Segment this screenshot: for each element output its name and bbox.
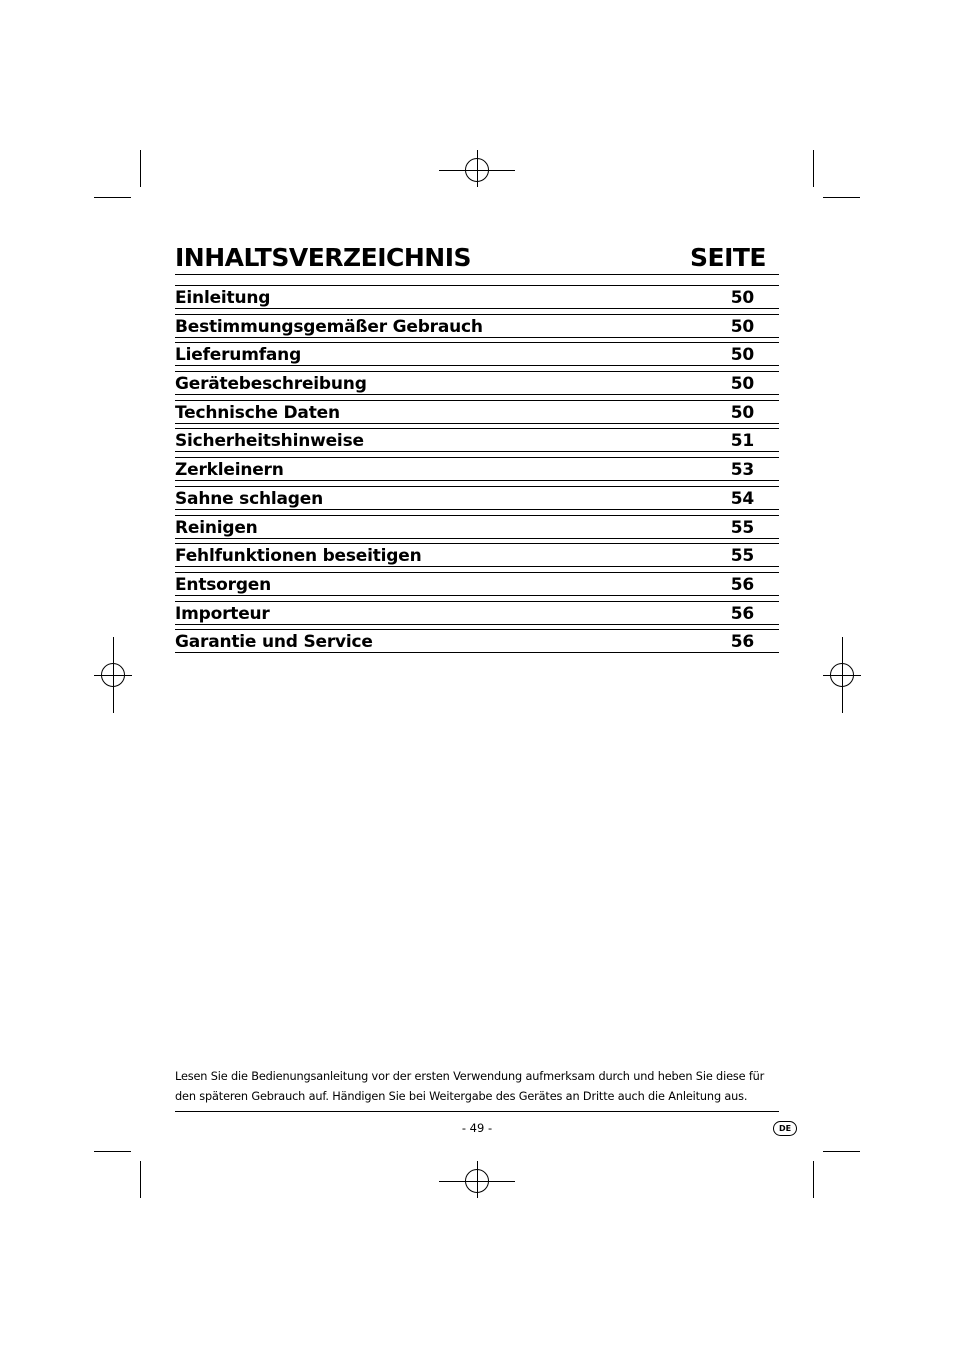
toc-entry[interactable] xyxy=(175,371,779,395)
toc-entry-label: Importeur xyxy=(175,603,270,624)
crop-mark xyxy=(823,1151,860,1152)
footer-note xyxy=(175,1067,779,1112)
toc-entry-label: Einleitung xyxy=(175,288,271,308)
toc-entry-page: 54 xyxy=(730,488,754,509)
crop-mark xyxy=(813,150,814,187)
crop-mark xyxy=(94,1151,131,1152)
page-title: INHALTSVERZEICHNIS xyxy=(175,243,472,272)
crop-mark xyxy=(823,197,860,198)
toc-entry-page: 50 xyxy=(730,316,754,337)
toc-entry-label: Sahne schlagen xyxy=(175,488,323,509)
toc-entry-label: Fehlfunktionen beseitigen xyxy=(175,546,422,567)
page-column-heading: SEITE xyxy=(689,243,766,272)
toc-entry[interactable] xyxy=(175,543,779,567)
toc-entry-page: 50 xyxy=(730,345,754,366)
toc-entry-page: 53 xyxy=(730,460,754,481)
toc-entry[interactable] xyxy=(175,601,779,625)
toc-entry-page: 56 xyxy=(730,574,754,595)
toc-entry[interactable] xyxy=(175,572,779,596)
toc-entry-label: Garantie und Service xyxy=(175,632,373,653)
toc-entry-label: Gerätebeschreibung xyxy=(175,374,367,395)
toc-entry[interactable] xyxy=(175,457,779,481)
crop-mark xyxy=(813,1161,814,1198)
toc-entry[interactable] xyxy=(175,285,779,309)
toc-entry-label: Zerkleinern xyxy=(175,460,284,481)
toc-entry-page: 56 xyxy=(730,603,754,624)
toc-header xyxy=(175,241,779,275)
toc-entry[interactable] xyxy=(175,342,779,366)
toc-entry-label: Entsorgen xyxy=(175,574,272,595)
toc-entry-page: 56 xyxy=(730,632,754,653)
toc-entry[interactable] xyxy=(175,515,779,539)
toc-entry[interactable] xyxy=(175,428,779,452)
toc-entry-label: Reinigen xyxy=(175,517,258,538)
toc-entry[interactable] xyxy=(175,486,779,510)
footer-note-line: Lesen Sie die Bedienungsanleitung vor der ersten Verwendung aufmerksam durch und heben Sie diese für xyxy=(175,1070,765,1083)
crop-mark xyxy=(140,150,141,187)
toc-entry-label: Lieferumfang xyxy=(175,345,302,366)
toc-entry-page: 50 xyxy=(730,374,754,395)
toc-entry-page: 51 xyxy=(730,431,754,452)
toc-list xyxy=(175,285,779,658)
footer-note-line: den späteren Gebrauch auf. Händigen Sie bei Weitergabe des Gerätes an Dritte auch die Anleitung aus. xyxy=(175,1089,748,1103)
language-badge: DE xyxy=(773,1121,797,1136)
toc-entry-label: Bestimmungsgemäßer Gebrauch xyxy=(175,316,483,337)
crop-mark xyxy=(140,1161,141,1198)
toc-entry-page: 55 xyxy=(730,546,754,567)
toc-entry-page: 50 xyxy=(730,402,754,423)
toc-entry-label: Technische Daten xyxy=(175,402,340,423)
crop-mark xyxy=(94,197,131,198)
toc-entry[interactable] xyxy=(175,400,779,424)
toc-entry[interactable] xyxy=(175,629,779,653)
toc-entry-page: 50 xyxy=(730,288,754,308)
toc-entry-page: 55 xyxy=(730,517,754,538)
toc-entry[interactable] xyxy=(175,314,779,338)
toc-entry-label: Sicherheitshinweise xyxy=(175,431,364,452)
page-number: - 49 - xyxy=(461,1121,493,1135)
